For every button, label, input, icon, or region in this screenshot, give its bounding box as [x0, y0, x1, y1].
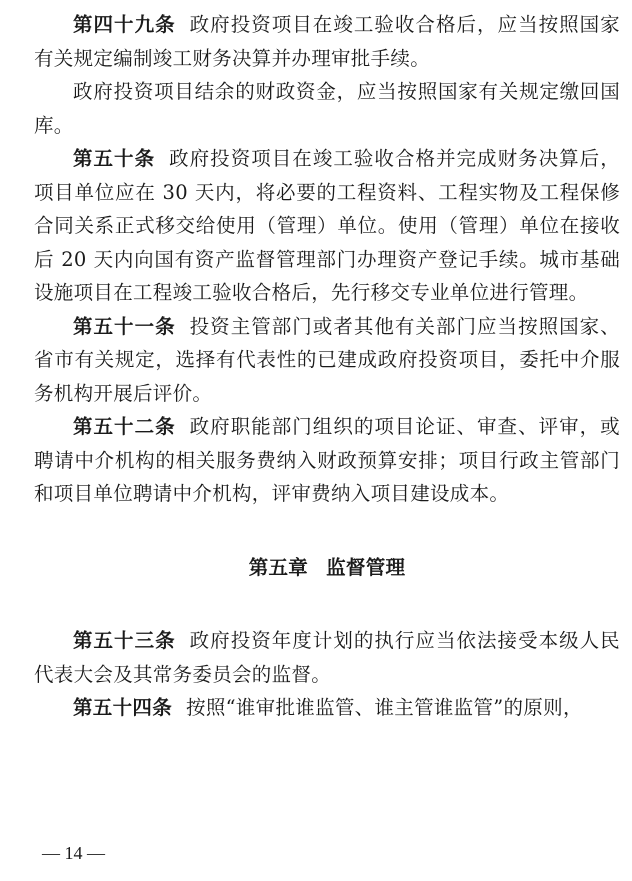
article-text: 政府职能部门组织的项目论证、审查、评审，或聘请中介机构的相关服务费纳入财政预算安排；项目行政主管部门和项目单位聘请中介机构，评审费纳入项目建设成本。	[34, 415, 620, 505]
article-number: 第五十条	[73, 147, 156, 170]
article-number: 第五十二条	[73, 415, 176, 438]
article-number: 第五十四条	[73, 696, 173, 719]
article-text: 政府投资项目结余的财政资金，应当按照国家有关规定缴回国库。	[34, 80, 620, 137]
article-text: 政府投资年度计划的执行应当依法接受本级人民代表大会及其常务委员会的监督。	[34, 629, 620, 686]
paragraph-article-49	[34, 8, 620, 75]
article-text: 按照“谁审批谁监管、谁主管谁监管”的原则，	[186, 696, 583, 719]
chapter-number: 第五章	[248, 555, 309, 579]
article-number: 第五十三条	[73, 629, 176, 652]
article-text: 投资主管部门或者其他有关部门应当按照国家、省市有关规定，选择有代表性的已建成政府投资项目，委托中介服务机构开展后评价。	[34, 314, 620, 405]
page-number: — 14 —	[42, 843, 105, 863]
chapter-heading	[34, 551, 620, 585]
article-number: 第五十一条	[73, 314, 176, 338]
article-text: 政府投资项目在竣工验收合格并完成财务决算后，项目单位应在 30 天内，将必要的工程资料、工程实物及工程保修合同关系正式移交给使用（管理）单位。使用（管理）单位在接收后 20 天内向国有资产监督管理部门办理资产登记手续。城市基础设施项目在工程竣工验收合格后，先行移交专业单位进行管理。	[34, 147, 621, 304]
chapter-title: 监督管理	[326, 555, 406, 579]
article-number: 第四十九条	[73, 13, 176, 36]
paragraph-article-53	[34, 624, 620, 691]
body-text	[34, 8, 620, 725]
article-text: 政府投资项目在竣工验收合格后，应当按照国家有关规定编制竣工财务决算并办理审批手续。	[34, 13, 620, 70]
paragraph-article-49-cont	[34, 75, 620, 142]
paragraph-article-52	[34, 410, 620, 511]
paragraph-article-50	[34, 142, 620, 310]
paragraph-article-54	[34, 691, 620, 725]
paragraph-article-51	[34, 310, 620, 411]
